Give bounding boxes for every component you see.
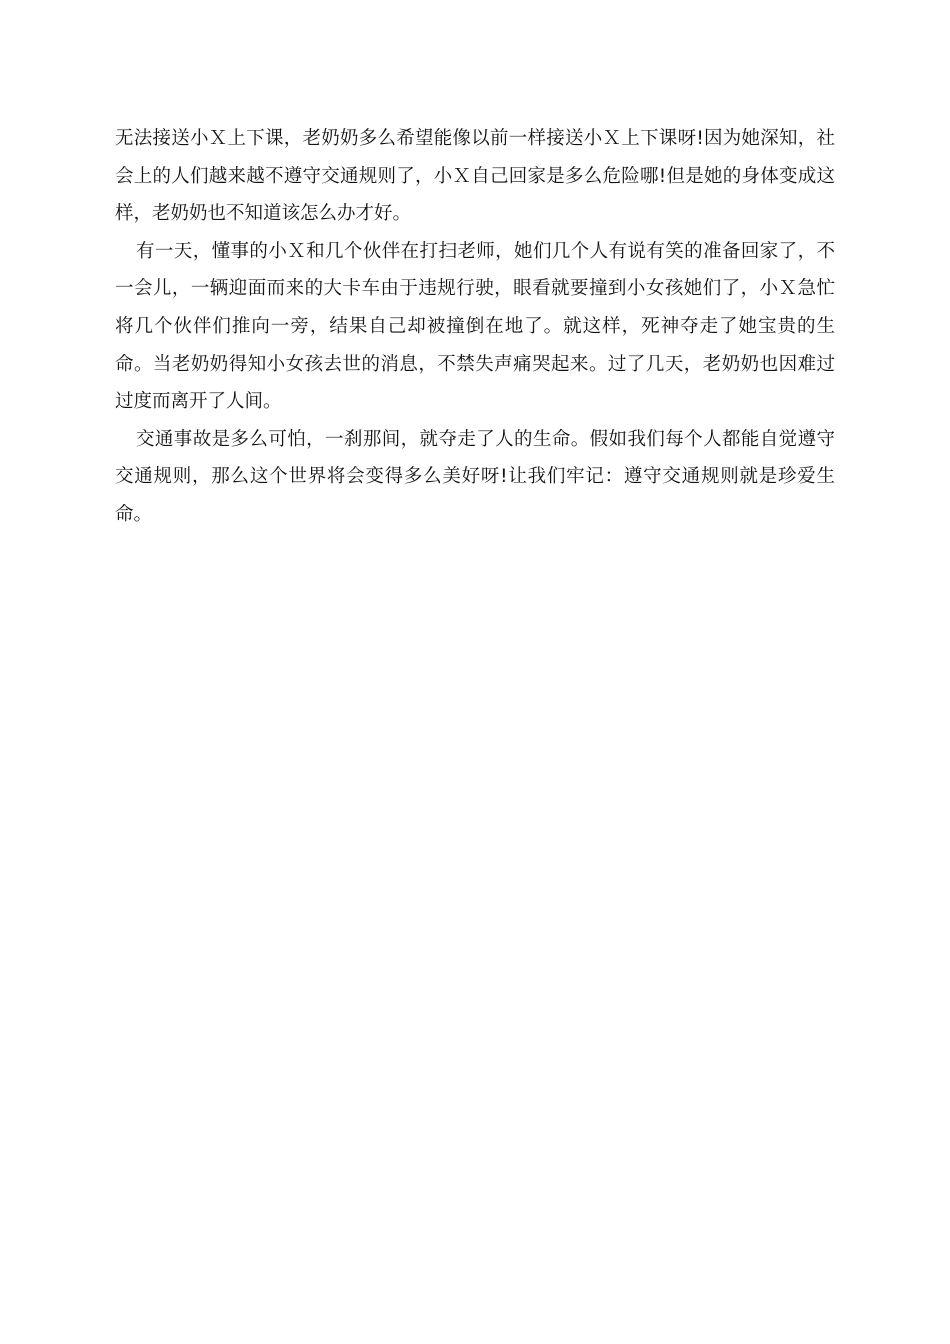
paragraph-1: 无法接送小Ｘ上下课，老奶奶多么希望能像以前一样接送小Ｘ上下课呀!因为她深知，社会上的人们越来越不遵守交通规则了，小Ｘ自己回家是多么危险哪!但是她的身体变成这样，老奶奶也不知道该怎么办才好。	[115, 128, 835, 225]
document-body	[115, 120, 835, 534]
paragraph-2: 有一天，懂事的小Ｘ和几个伙伴在打扫老师，她们几个人有说有笑的准备回家了，不一会儿，一辆迎面而来的大卡车由于违规行驶，眼看就要撞到小女孩她们了，小Ｘ急忙将几个伙伴们推向一旁，结果自己却被撞倒在地了。就这样，死神夺走了她宝贵的生命。当老奶奶得知小女孩去世的消息，不禁失声痛哭起来。过了几天，老奶奶也因难过过度而离开了人间。	[115, 240, 835, 413]
paragraph-3: 交通事故是多么可怕，一刹那间，就夺走了人的生命。假如我们每个人都能自觉遵守交通规则，那么这个世界将会变得多么美好呀!让我们牢记：遵守交通规则就是珍爱生命。	[115, 428, 835, 525]
